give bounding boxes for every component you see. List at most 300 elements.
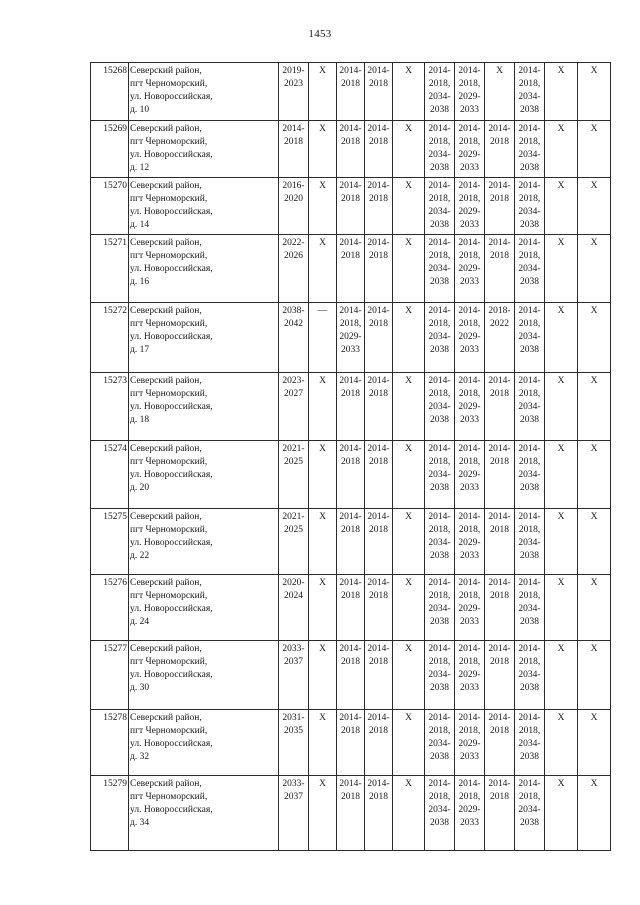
period-cell [425, 303, 455, 373]
cell-line: 2037 [284, 657, 303, 667]
period-cell [365, 121, 393, 178]
address-line: д. 16 [130, 277, 150, 287]
cell-line: 2038 [520, 415, 539, 425]
period-cell [545, 641, 578, 710]
cell-line: 2029- [339, 332, 362, 342]
cell-line: 2018 [490, 194, 509, 204]
address-line: ул. Новороссийская, [130, 604, 213, 614]
cell-line: Х [590, 238, 598, 248]
period-cell [425, 441, 455, 509]
cell-line: 2014- [367, 376, 390, 386]
cell-line: 2018, [428, 137, 451, 147]
cell-line: 2029- [458, 402, 481, 412]
address-line: Северский район, [130, 376, 202, 386]
period-cell [578, 776, 611, 851]
cell-line: 2034- [428, 264, 451, 274]
cell-line: 2018 [341, 389, 360, 399]
cell-line: 2033- [282, 644, 305, 654]
cell-line: 2023- [282, 376, 305, 386]
address-line: ул. Новороссийская, [130, 670, 213, 680]
cell-line: Х [405, 644, 412, 654]
table-row [91, 178, 611, 235]
cell-line: 2018, [428, 319, 451, 329]
cell-line: 2014- [367, 238, 390, 248]
period-cell [545, 235, 578, 303]
cell-line: 2014- [428, 66, 451, 76]
address-cell [129, 776, 279, 851]
period-cell [455, 710, 485, 776]
period-cell [485, 441, 515, 509]
address-cell [129, 235, 279, 303]
cell-line: 2014- [518, 306, 541, 316]
cell-line: Х [319, 66, 326, 76]
cell-line: 2018 [369, 251, 388, 261]
page-number: 1453 [308, 28, 332, 40]
period-cell [455, 121, 485, 178]
period-cell [279, 373, 309, 441]
cell-line: 2038 [430, 220, 449, 230]
period-cell [455, 575, 485, 641]
period-cell [309, 63, 337, 121]
cell-line: 2029- [458, 470, 481, 480]
period-cell [578, 178, 611, 235]
cell-line: 2034- [518, 332, 541, 342]
cell-line: 2014- [488, 181, 511, 191]
record-number: 15274 [91, 441, 129, 509]
address-line: ул. Новороссийская, [130, 264, 213, 274]
cell-line: 2018, [428, 792, 451, 802]
cell-line: 2034- [518, 538, 541, 548]
period-cell [279, 121, 309, 178]
cell-line: 2034- [518, 739, 541, 749]
cell-line: 2014- [367, 512, 390, 522]
period-cell [309, 373, 337, 441]
table-row [91, 509, 611, 575]
cell-line: 2014- [458, 713, 481, 723]
period-cell [365, 373, 393, 441]
period-cell [455, 509, 485, 575]
cell-line: Х [557, 376, 565, 386]
cell-line: 2018 [341, 525, 360, 535]
cell-line: 2018 [369, 79, 388, 89]
period-cell [515, 303, 545, 373]
cell-line: Х [319, 779, 326, 789]
cell-line: 2018 [490, 525, 509, 535]
cell-line: 2034- [518, 92, 541, 102]
address-cell [129, 441, 279, 509]
cell-line: 2038 [430, 345, 449, 355]
cell-line: 2014- [518, 238, 541, 248]
period-cell [425, 63, 455, 121]
cell-line: 2014- [367, 124, 390, 134]
cell-line: 2037 [284, 792, 303, 802]
period-cell [545, 63, 578, 121]
cell-line: 2038 [430, 683, 449, 693]
address-line: пгт Черноморский, [130, 79, 208, 89]
cell-line: Х [557, 306, 565, 316]
cell-line: Х [319, 238, 326, 248]
cell-line: 2038 [520, 617, 539, 627]
cell-line: 2038 [520, 752, 539, 762]
period-cell [425, 121, 455, 178]
period-cell [515, 235, 545, 303]
period-cell [455, 441, 485, 509]
address-line: пгт Черноморский, [130, 792, 208, 802]
cell-line: 2014- [339, 124, 362, 134]
period-cell [393, 63, 425, 121]
period-cell [515, 441, 545, 509]
period-cell [393, 303, 425, 373]
address-line: пгт Черноморский, [130, 137, 208, 147]
period-cell [337, 509, 365, 575]
cell-line: 2014- [488, 713, 511, 723]
cell-line: Х [590, 578, 598, 588]
period-cell [365, 776, 393, 851]
cell-line: 2014- [428, 306, 451, 316]
register-body [91, 63, 611, 851]
cell-line: 2014- [518, 444, 541, 454]
period-cell [578, 641, 611, 710]
record-number: 15279 [91, 776, 129, 851]
cell-line: 2038 [520, 220, 539, 230]
address-line: Северский район, [130, 238, 202, 248]
cell-line: 2014- [367, 181, 390, 191]
cell-line: 2014- [488, 376, 511, 386]
cell-line: 2014- [339, 444, 362, 454]
address-line: д. 17 [130, 345, 150, 355]
period-cell [365, 178, 393, 235]
period-cell [515, 575, 545, 641]
cell-line: 2014- [367, 578, 390, 588]
cell-line: 2034- [428, 402, 451, 412]
cell-line: 2014- [339, 644, 362, 654]
cell-line: 2014- [458, 124, 481, 134]
cell-line: 2029- [458, 92, 481, 102]
cell-line: Х [557, 644, 565, 654]
cell-line: 2018, [458, 657, 481, 667]
cell-line: 2018, [428, 251, 451, 261]
cell-line: Х [590, 444, 598, 454]
cell-line: 2031- [282, 713, 305, 723]
cell-line: 2014- [488, 238, 511, 248]
cell-line: Х [405, 713, 412, 723]
period-cell [545, 441, 578, 509]
cell-line: Х [590, 66, 598, 76]
period-cell [279, 303, 309, 373]
cell-line: 2034- [428, 805, 451, 815]
cell-line: 2038- [282, 306, 305, 316]
cell-line: Х [590, 644, 598, 654]
cell-line: Х [590, 124, 598, 134]
period-cell [279, 441, 309, 509]
cell-line: 2014- [518, 181, 541, 191]
period-cell [455, 373, 485, 441]
cell-line: 2014- [428, 512, 451, 522]
cell-line: 2018, [518, 525, 541, 535]
cell-line: 2029- [458, 739, 481, 749]
period-cell [393, 641, 425, 710]
cell-line: 2014- [458, 181, 481, 191]
period-cell [309, 121, 337, 178]
period-cell [365, 509, 393, 575]
cell-line: Х [405, 512, 412, 522]
cell-line: 2034- [518, 670, 541, 680]
cell-line: 2033 [460, 415, 479, 425]
address-line: д. 12 [130, 163, 150, 173]
cell-line: 2038 [520, 105, 539, 115]
cell-line: 2014- [518, 124, 541, 134]
cell-line: 2018, [458, 194, 481, 204]
period-cell [309, 641, 337, 710]
cell-line: 2029- [458, 670, 481, 680]
period-cell [337, 178, 365, 235]
cell-line: 2014- [458, 376, 481, 386]
cell-line: 2014- [367, 444, 390, 454]
cell-line: 2014- [339, 66, 362, 76]
cell-line: Х [590, 512, 598, 522]
cell-line: — [317, 306, 328, 316]
cell-line: 2033- [282, 779, 305, 789]
cell-line: 2014- [518, 578, 541, 588]
period-cell [485, 641, 515, 710]
address-line: д. 32 [130, 752, 150, 762]
period-cell [425, 710, 455, 776]
cell-line: 2034- [518, 264, 541, 274]
cell-line: 2033 [460, 683, 479, 693]
cell-line: 2038 [430, 617, 449, 627]
table-row [91, 776, 611, 851]
period-cell [425, 776, 455, 851]
cell-line: Х [405, 66, 412, 76]
record-number: 15269 [91, 121, 129, 178]
period-cell [279, 641, 309, 710]
cell-line: 2018, [518, 792, 541, 802]
cell-line: 2018 [341, 657, 360, 667]
address-line: ул. Новороссийская, [130, 92, 213, 102]
cell-line: 2014- [428, 376, 451, 386]
cell-line: 2018 [341, 457, 360, 467]
record-number: 15271 [91, 235, 129, 303]
cell-line: 2038 [520, 818, 539, 828]
cell-line: 2029- [458, 332, 481, 342]
cell-line: 2034- [428, 538, 451, 548]
record-number: 15273 [91, 373, 129, 441]
cell-line: 2026 [284, 251, 303, 261]
cell-line: 2018 [369, 726, 388, 736]
address-line: пгт Черноморский, [130, 319, 208, 329]
cell-line: 2018, [458, 319, 481, 329]
address-line: Северский район, [130, 66, 202, 76]
cell-line: 2034- [428, 470, 451, 480]
period-cell [279, 63, 309, 121]
period-cell [485, 373, 515, 441]
period-cell [365, 303, 393, 373]
period-cell [309, 235, 337, 303]
period-cell [578, 235, 611, 303]
cell-line: 2038 [520, 345, 539, 355]
cell-line: 2018 [341, 137, 360, 147]
cell-line: 2018 [369, 657, 388, 667]
period-cell [515, 509, 545, 575]
address-line: Северский район, [130, 644, 202, 654]
cell-line: Х [405, 376, 412, 386]
period-cell [393, 373, 425, 441]
period-cell [425, 575, 455, 641]
cell-line: 2018, [428, 389, 451, 399]
cell-line: 2034- [518, 402, 541, 412]
cell-line: Х [405, 124, 412, 134]
cell-line: 2014- [339, 578, 362, 588]
period-cell [485, 710, 515, 776]
record-number: 15275 [91, 509, 129, 575]
cell-line: 2034- [428, 92, 451, 102]
address-line: ул. Новороссийская, [130, 150, 213, 160]
period-cell [337, 373, 365, 441]
cell-line: 2034- [518, 207, 541, 217]
cell-line: 2034- [518, 150, 541, 160]
address-line: Северский район, [130, 124, 202, 134]
cell-line: 2038 [520, 483, 539, 493]
period-cell [485, 235, 515, 303]
period-cell [545, 373, 578, 441]
table-row [91, 63, 611, 121]
cell-line: 2014- [458, 644, 481, 654]
cell-line: 2034- [518, 604, 541, 614]
cell-line: 2034- [428, 332, 451, 342]
period-cell [578, 575, 611, 641]
cell-line: 2022- [282, 238, 305, 248]
period-cell [545, 710, 578, 776]
table-row [91, 575, 611, 641]
cell-line: 2018 [490, 251, 509, 261]
table-row [91, 441, 611, 509]
period-cell [455, 776, 485, 851]
cell-line: Х [405, 779, 412, 789]
cell-line: 2014- [488, 644, 511, 654]
cell-line: Х [405, 306, 412, 316]
cell-line: 2014- [458, 779, 481, 789]
period-cell [545, 178, 578, 235]
period-cell [393, 121, 425, 178]
table-row [91, 373, 611, 441]
cell-line: 2038 [520, 277, 539, 287]
address-line: д. 30 [130, 683, 150, 693]
cell-line: 2019- [282, 66, 305, 76]
cell-line: 2033 [460, 105, 479, 115]
cell-line: 2027 [284, 389, 303, 399]
record-number: 15268 [91, 63, 129, 121]
cell-line: 2014- [339, 181, 362, 191]
cell-line: 2018, [428, 591, 451, 601]
period-cell [485, 63, 515, 121]
cell-line: 2018, [518, 726, 541, 736]
cell-line: 2014- [367, 779, 390, 789]
address-line: д. 20 [130, 483, 150, 493]
period-cell [279, 776, 309, 851]
cell-line: 2014- [339, 306, 362, 316]
cell-line: 2033 [460, 277, 479, 287]
period-cell [515, 121, 545, 178]
cell-line: 2038 [520, 683, 539, 693]
cell-line: 2038 [430, 483, 449, 493]
cell-line: 2033 [460, 220, 479, 230]
cell-line: 2014- [428, 238, 451, 248]
period-cell [425, 373, 455, 441]
period-cell [455, 235, 485, 303]
cell-line: 2014- [518, 512, 541, 522]
period-cell [337, 641, 365, 710]
cell-line: 2029- [458, 150, 481, 160]
cell-line: 2018 [490, 137, 509, 147]
address-line: д. 34 [130, 818, 150, 828]
cell-line: Х [557, 713, 565, 723]
cell-line: 2029- [458, 604, 481, 614]
cell-line: 2033 [460, 483, 479, 493]
cell-line: 2034- [428, 150, 451, 160]
cell-line: 2029- [458, 207, 481, 217]
cell-line: Х [557, 578, 565, 588]
period-cell [545, 509, 578, 575]
address-line: пгт Черноморский, [130, 591, 208, 601]
cell-line: 2014- [458, 66, 481, 76]
cell-line: 2018 [369, 457, 388, 467]
record-number: 15277 [91, 641, 129, 710]
address-cell [129, 641, 279, 710]
cell-line: 2018 [284, 137, 303, 147]
cell-line: 2038 [430, 752, 449, 762]
cell-line: Х [319, 512, 326, 522]
period-cell [365, 235, 393, 303]
cell-line: 2021- [282, 444, 305, 454]
cell-line: 2024 [284, 591, 303, 601]
cell-line: 2042 [284, 319, 303, 329]
period-cell [337, 776, 365, 851]
period-cell [393, 509, 425, 575]
cell-line: 2018 [369, 194, 388, 204]
period-cell [337, 235, 365, 303]
table-row [91, 235, 611, 303]
cell-line: 2016- [282, 181, 305, 191]
cell-line: 2018 [341, 194, 360, 204]
period-cell [393, 575, 425, 641]
period-cell [455, 63, 485, 121]
table-row [91, 641, 611, 710]
period-cell [485, 776, 515, 851]
address-line: Северский район, [130, 444, 202, 454]
period-cell [365, 710, 393, 776]
address-line: д. 14 [130, 220, 150, 230]
table-row [91, 303, 611, 373]
cell-line: 2020 [284, 194, 303, 204]
period-cell [309, 178, 337, 235]
cell-line: 2033 [460, 752, 479, 762]
period-cell [337, 121, 365, 178]
cell-line: 2018 [341, 591, 360, 601]
cell-line: 2018 [369, 591, 388, 601]
period-cell [485, 509, 515, 575]
cell-line: 2018 [490, 726, 509, 736]
address-line: ул. Новороссийская, [130, 402, 213, 412]
cell-line: Х [590, 713, 598, 723]
cell-line: 2029- [458, 805, 481, 815]
period-cell [545, 776, 578, 851]
table-row [91, 121, 611, 178]
cell-line: 2038 [430, 551, 449, 561]
address-line: пгт Черноморский, [130, 251, 208, 261]
cell-line: 2014- [428, 713, 451, 723]
cell-line: 2018, [428, 525, 451, 535]
cell-line: 2018 [490, 389, 509, 399]
